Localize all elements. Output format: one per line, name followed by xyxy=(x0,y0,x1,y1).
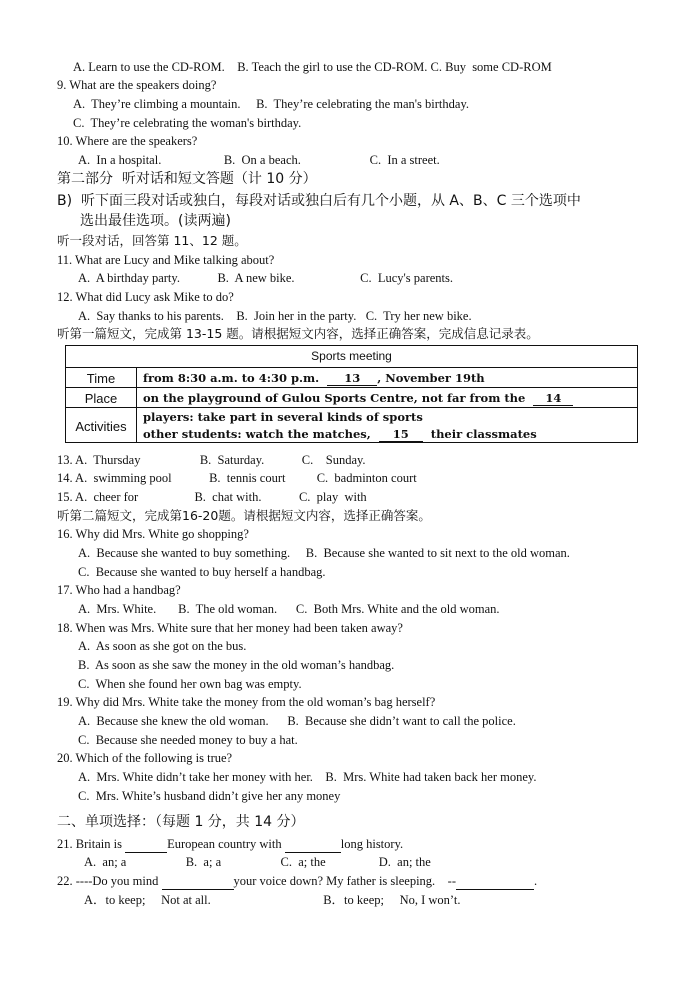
blank-22b xyxy=(456,873,534,890)
q10-question: 10. Where are the speakers? xyxy=(57,134,198,148)
blank-21b xyxy=(285,836,341,853)
q21-options: A. an; a B. a; a C. a; the D. an; the xyxy=(84,855,431,869)
q12-options: A. Say thanks to his parents. B. Join her in the party. C. Try her new bike. xyxy=(78,309,472,323)
row-content-line2: other students: watch the matches, 15 their classmates xyxy=(143,427,537,441)
q17-options: A. Mrs. White. B. The old woman. C. Both Mrs. White and the old woman. xyxy=(78,602,500,616)
q9-option-c: C. They’re celebrating the woman's birthday. xyxy=(73,116,302,130)
blank-13: 13 xyxy=(327,371,377,386)
q20-question: 20. Which of the following is true? xyxy=(57,751,233,765)
row-content: on the playground of Gulou Sports Centre, not far from the 14 xyxy=(143,391,573,406)
part2-heading: 第二部分 听对话和短文答题（计 10 分） xyxy=(57,171,317,187)
q20-option-c: C. Mrs. White’s husband didn’t give her any money xyxy=(78,789,341,803)
q20-options-ab: A. Mrs. White didn’t take her money with her. B. Mrs. White had taken back her money. xyxy=(78,770,537,784)
sports-meeting-table xyxy=(65,345,638,443)
row-label: Place xyxy=(84,391,118,406)
part2-instructions-cont: 选出最佳选项。(读两遍) xyxy=(80,213,231,229)
q21-question: 21. Britain is European country with long history. xyxy=(57,837,404,851)
q9-question: 9. What are the speakers doing? xyxy=(57,78,217,92)
q22-question: 22. ----Do you mind your voice down? My father is sleeping. -- . xyxy=(57,874,538,888)
q13-options: 13. A. Thursday B. Saturday. C. Sunday. xyxy=(57,453,366,467)
q16-option-c: C. Because she wanted to buy herself a handbag. xyxy=(78,565,326,579)
q12-question: 12. What did Lucy ask Mike to do? xyxy=(57,290,234,304)
table-row-place xyxy=(66,387,637,408)
blank-22a xyxy=(162,873,234,890)
q11-question: 11. What are Lucy and Mike talking about? xyxy=(57,253,275,267)
section2-heading: 二、单项选择：（每题 1 分，共 14 分） xyxy=(57,814,305,830)
q16-question: 16. Why did Mrs. White go shopping? xyxy=(57,527,249,541)
q18-option-c: C. When she found her own bag was empty. xyxy=(78,677,302,691)
q18-option-a: A. As soon as she got on the bus. xyxy=(78,639,247,653)
q11-options: A. A birthday party. B. A new bike. C. Lucy's parents. xyxy=(78,271,454,285)
table-row-activities xyxy=(66,407,637,444)
part2-instructions: B) 听下面三段对话或独白，每段对话或独白后有几个小题，从 A、B、C 三个选项中 xyxy=(57,193,581,209)
q19-options-ab: A. Because she knew the old woman. B. Because she didn’t want to call the police. xyxy=(78,714,516,728)
passage2-instruction: 听第二篇短文，完成第16-20题。请根据短文内容，选择正确答案。 xyxy=(57,508,431,523)
blank-21a xyxy=(125,836,167,853)
row-label: Activities xyxy=(75,419,127,434)
row-content: from 8:30 a.m. to 4:30 p.m. 13 , November 19th xyxy=(143,371,485,385)
q17-question: 17. Who had a handbag? xyxy=(57,583,181,597)
passage1-instruction: 听第一篇短文，完成第 13-15 题。请根据短文内容，选择正确答案，完成信息记录表。 xyxy=(57,326,539,341)
q15-options: 15. A. cheer for B. chat with. C. play with xyxy=(57,490,367,504)
q18-option-b: B. As soon as she saw the money in the old woman’s handbag. xyxy=(78,658,395,672)
q9-options-ab: A. They’re climbing a mountain. B. They’re celebrating the man's birthday. xyxy=(73,97,470,111)
blank-15: 15 xyxy=(379,427,423,442)
q10-options: A. In a hospital. B. On a beach. C. In a street. xyxy=(78,153,440,167)
blank-14: 14 xyxy=(533,391,573,406)
dialogue-instruction: 听一段对话，回答第 11、12 题。 xyxy=(57,233,247,248)
q19-option-c: C. Because she needed money to buy a hat. xyxy=(78,733,298,747)
q8-options: A. Learn to use the CD-ROM. B. Teach the girl to use the CD-ROM. C. Buy some CD-ROM xyxy=(73,60,552,74)
q19-question: 19. Why did Mrs. White take the money from the old woman’s bag herself? xyxy=(57,695,436,709)
q22-options: A．to keep; Not at all. B．to keep; No, I won’t. xyxy=(84,893,461,907)
q14-options: 14. A. swimming pool B. tennis court C. badminton court xyxy=(57,471,417,485)
row-content-line1: players: take part in several kinds of sports xyxy=(143,410,423,424)
q18-question: 18. When was Mrs. White sure that her money had been taken away? xyxy=(57,621,403,635)
q16-options-ab: A. Because she wanted to buy something. B. Because she wanted to sit next to the old woman. xyxy=(78,546,570,560)
table-row-time xyxy=(66,367,637,388)
row-label: Time xyxy=(86,371,116,386)
table-title: Sports meeting xyxy=(311,349,392,363)
